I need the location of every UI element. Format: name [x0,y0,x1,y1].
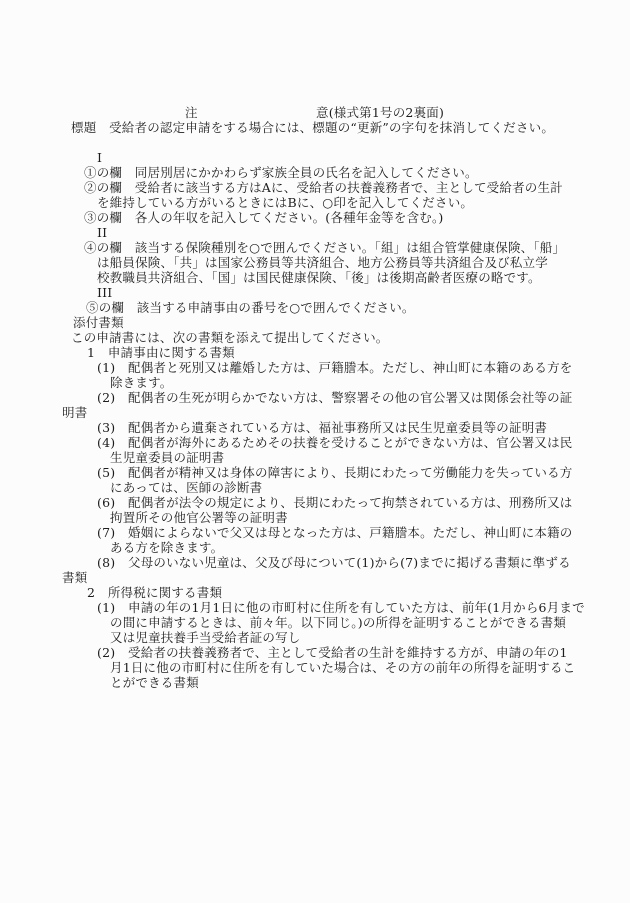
text-line: (5) 配偶者が精神又は身体の障害により、長期にわたって労働能力を失っている方 [97,465,573,480]
text-line: (2) 配偶者の生死が明らかでない方は、警察署その他の官公署又は関係会社等の証 [97,390,573,405]
text-line: ②の欄 受給者に該当する方はAに、受給者の扶養義務者で、主として受給者の生計 [84,180,563,195]
text-line: ある方を除きます。 [110,540,224,555]
text-line: (6) 配偶者が法令の規定により、長期にわたって拘禁されている方は、刑務所又は [97,495,573,510]
text-line: 2 所得税に関する書類 [87,585,223,600]
text-line: (2) 受給者の扶養義務者で、主として受給者の生計を維持する方が、申請の年の1 [97,645,568,660]
text-line: ①の欄 同居別居にかかわらず家族全員の氏名を記入してください。 [84,165,478,180]
text-line: 添付書類 [73,315,124,330]
text-line: を維持している方がいるときにはBに、○印を記入してください。 [97,195,474,210]
text-line: の間に申請するときは、前々年。以下同じ。)の所得を証明することができる書類 [110,615,567,630]
text-line: 生児童委員の証明書 [110,450,225,465]
document-title [0,105,630,120]
text-line: II [97,225,108,240]
text-line: (8) 父母のいない児童は、父及び母について(1)から(7)までに掲げる書類に準ずる [97,555,571,570]
text-line: は船員保険、「共」は国家公務員等共済組合、地方公務員等共済組合及び私立学 [97,255,548,270]
text-line: 書類 [62,570,88,585]
text-line: 標題 受給者の認定申請をする場合には、標題の“更新”の字句を抹消してください。 [71,120,555,135]
text-line: 月1日に他の市町村に住所を有していた場合は、その方の前年の所得を証明するこ [110,660,576,675]
text-line: とができる書類 [110,675,199,690]
text-line: ④の欄 該当する保険種別を○で囲んでください。「組」は組合管掌健康保険、「船」 [84,240,566,255]
text-line: 除きます。 [110,375,173,390]
blank-line [0,135,630,150]
text-line: にあっては、医師の診断書 [110,480,263,495]
title-note-left: 注 [185,105,198,120]
text-line: (4) 配偶者が海外にあるためその扶養を受けることができない方は、官公署又は民 [97,435,573,450]
text-line: (1) 配偶者と死別又は離婚した方は、戸籍謄本。ただし、神山町に本籍のある方を [97,360,573,375]
text-line: (7) 婚姻によらないで父又は母となった方は、戸籍謄本。ただし、神山町に本籍の [97,525,573,540]
text-line: ⑤の欄 該当する申請事由の番号を○で囲んでください。 [86,300,415,315]
text-line: 又は児童扶養手当受給者証の写し [110,630,301,645]
text-line: 明書 [62,405,88,420]
title-note-right: 意(様式第1号の2裏面) [316,105,445,120]
text-line: (3) 配偶者から遺棄されている方は、福祉事務所又は民生児童委員等の証明書 [97,420,548,435]
text-line: (1) 申請の年の1月1日に他の市町村に住所を有していた方は、前年(1月から6月まで [97,600,585,615]
text-line: この申請書には、次の書類を添えて提出してください。 [71,330,389,345]
document-content [0,105,630,690]
document-body [0,120,630,690]
text-line: III [97,285,113,300]
text-line: I [97,150,103,165]
text-line: 1 申請事由に関する書類 [87,345,235,360]
text-line: 校教職員共済組合、「国」は国民健康保険、「後」は後期高齢者医療の略です。 [97,270,541,285]
text-line: ③の欄 各人の年収を記入してください。(各種年金等を含む。) [84,210,444,225]
text-line: 拘置所その他官公署等の証明書 [110,510,288,525]
